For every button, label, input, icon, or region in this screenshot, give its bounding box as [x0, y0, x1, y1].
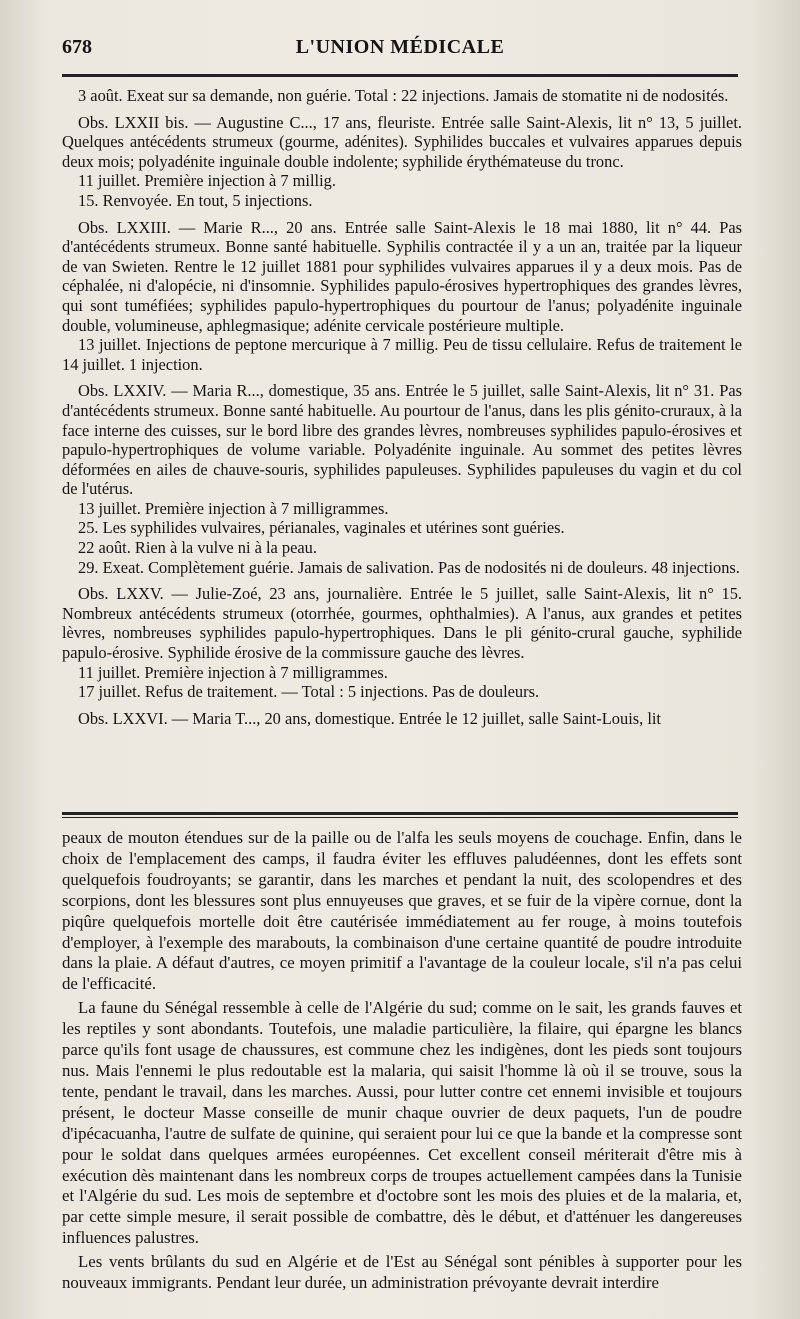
running-title: L'UNION MÉDICALE [295, 36, 505, 58]
observation-paragraph: 13 juillet. Première injection à 7 milligrammes. [78, 498, 389, 518]
article-body [62, 828, 742, 1294]
observation-paragraph: Obs. LXXV. — Julie-Zoé, 23 ans, journalière. Entrée le 5 juillet, salle Saint-Alexis, lit n° 15. Nombreux antécédents strumeux (otorrhée, gourmes, ophthalmies). A l'anus, aux grandes et petites lèvres, nombreuses syphilides papulo-hypertrophiques. Dans le pli génito-crural gauche, syphilide papulo-érosive. Syphilide érosive de la commissure gauche des lèvres. [62, 584, 742, 663]
observation-paragraph: 29. Exeat. Complètement guérie. Jamais de salivation. Pas de nodosités ni de douleurs. 48 injections. [78, 557, 740, 577]
observation-paragraph: 11 juillet. Première injection à 7 millig. [78, 171, 336, 191]
section-rule [62, 812, 738, 815]
article-paragraph: peaux de mouton étendues sur de la paille ou de l'alfa les seuls moyens de couchage. Enfin, dans le choix de l'emplacement des camps, il faudra éviter les effluves paludéennes, dont les effets sont quelquefois foudroyants; se garantir, dans les marches et pendant la nuit, des scolopendres et des scorpions, dont les blessures sont plus ennuyeuses que graves, et se fuir de la vipère cornue, dont la piqûre quelquefois mortelle doit être cautérisée immédiatement au fer rouge, à moins toutefois d'employer, à l'exemple des marabouts, la combinaison d'une certaine quantité de poudre introduite dans la plaie. A défaut d'autres, ce moyen primitif a l'avantage de la couleur locale, s'il n'a pas celui de l'efficacité. [62, 828, 742, 994]
clinical-observations [62, 86, 742, 728]
article-paragraph: Les vents brûlants du sud en Algérie et de l'Est au Sénégal sont pénibles à supporter pour les nouveaux immigrants. Pendant leur durée, un administration prévoyante devrait interdire [62, 1252, 742, 1293]
observation-paragraph: 25. Les syphilides vulvaires, périanales, vaginales et utérines sont guéries. [78, 518, 565, 538]
observation-paragraph: 13 juillet. Injections de peptone mercurique à 7 millig. Peu de tissu cellulaire. Refus de traitement le 14 juillet. 1 injection. [62, 335, 742, 374]
observation-paragraph: Obs. LXXII bis. — Augustine C..., 17 ans, fleuriste. Entrée salle Saint-Alexis, lit n° 13, 5 juillet. Quelques antécédents strumeux (gourme, adénites). Syphilides buccales et vulvaires apparues depuis deux mois; polyadénite inguinale double indolente; syphilide érythémateuse du tronc. [62, 112, 742, 171]
observation-paragraph: 11 juillet. Première injection à 7 milligrammes. [78, 662, 388, 682]
observation-paragraph: 15. Renvoyée. En tout, 5 injections. [78, 190, 313, 210]
header-rule [62, 74, 738, 77]
page-header [62, 36, 738, 66]
page-number: 678 [62, 36, 92, 58]
observation-paragraph: 3 août. Exeat sur sa demande, non guérie. Total : 22 injections. Jamais de stomatite ni de nodosités. [78, 86, 729, 105]
observation-paragraph: Obs. LXXIII. — Marie R..., 20 ans. Entrée salle Saint-Alexis le 18 mai 1880, lit n° 44. Pas d'antécédents strumeux. Bonne santé habituelle. Syphilis contractée il y a un an, traitée par la liqueur de van Swieten. Rentre le 12 juillet 1881 pour syphilides vulvaires apparues il y a deux mois. Pas de céphalée, ni d'alopécie, ni d'insomnie. Syphilides papulo-érosives hypertrophiques des grandes lèvres, qui sont tuméfiées; syphilides papulo-hypertrophiques du pourtour de l'anus; polyadénite inguinale double, volumineuse, aphlegmasique; adénite cervicale postérieure multiple. [62, 217, 742, 335]
observation-paragraph: 22 août. Rien à la vulve ni à la peau. [78, 538, 317, 558]
article-paragraph: La faune du Sénégal ressemble à celle de l'Algérie du sud; comme on le sait, les grands fauves et les reptiles y sont abondants. Toutefois, une maladie particulière, la filaire, qui épargne les blancs parce qu'ils font usage de chaussures, est commune chez les indigènes, dont les pieds sont toujours nus. Mais l'ennemi le plus redoutable est la malaria, qui saisit l'homme là où il se trouve, sous la tente, pendant le travail, dans les marches. Aussi, pour lutter contre cet ennemi invisible et toujours présent, le docteur Masse conseille de munir chaque ouvrier de deux paquets, l'un de poudre d'ipécacuanha, l'autre de sulfate de quinine, qui seraient pour lui ce que la bande et la compresse sont pour le soldat dans quelques armées européennes. Cet excellent conseil mériterait d'être mis à exécution dès maintenant dans les nombreux corps de troupes actuellement campées dans la Tunisie et l'Algérie du sud. Les mois de septembre et d'octobre sont les mois des pluies et de la malaria, et, par cette simple mesure, il serait possible de combattre, dès le début, et d'atténuer les dangereuses influences palustres. [62, 998, 742, 1248]
section-rule-thin [62, 817, 738, 818]
observation-paragraph: Obs. LXXIV. — Maria R..., domestique, 35 ans. Entrée le 5 juillet, salle Saint-Alexis, lit n° 31. Pas d'antécédents strumeux. Bonne santé habituelle. Au pourtour de l'anus, dans les plis génito-cruraux, à la face interne des cuisses, sur le bord libre des grandes lèvres, nombreuses syphilides papulo-érosives et papulo-hypertrophiques de volume variable. Polyadénite inguinale. Au sommet des petites lèvres déformées en ailes de chauve-souris, syphilides papuleuses. Syphilides papuleuses du vagin et du col de l'utérus. [62, 381, 742, 499]
observation-paragraph: Obs. LXXVI. — Maria T..., 20 ans, domestique. Entrée le 12 juillet, salle Saint-Louis, lit [78, 708, 661, 728]
observation-paragraph: 17 juillet. Refus de traitement. — Total : 5 injections. Pas de douleurs. [78, 682, 540, 702]
